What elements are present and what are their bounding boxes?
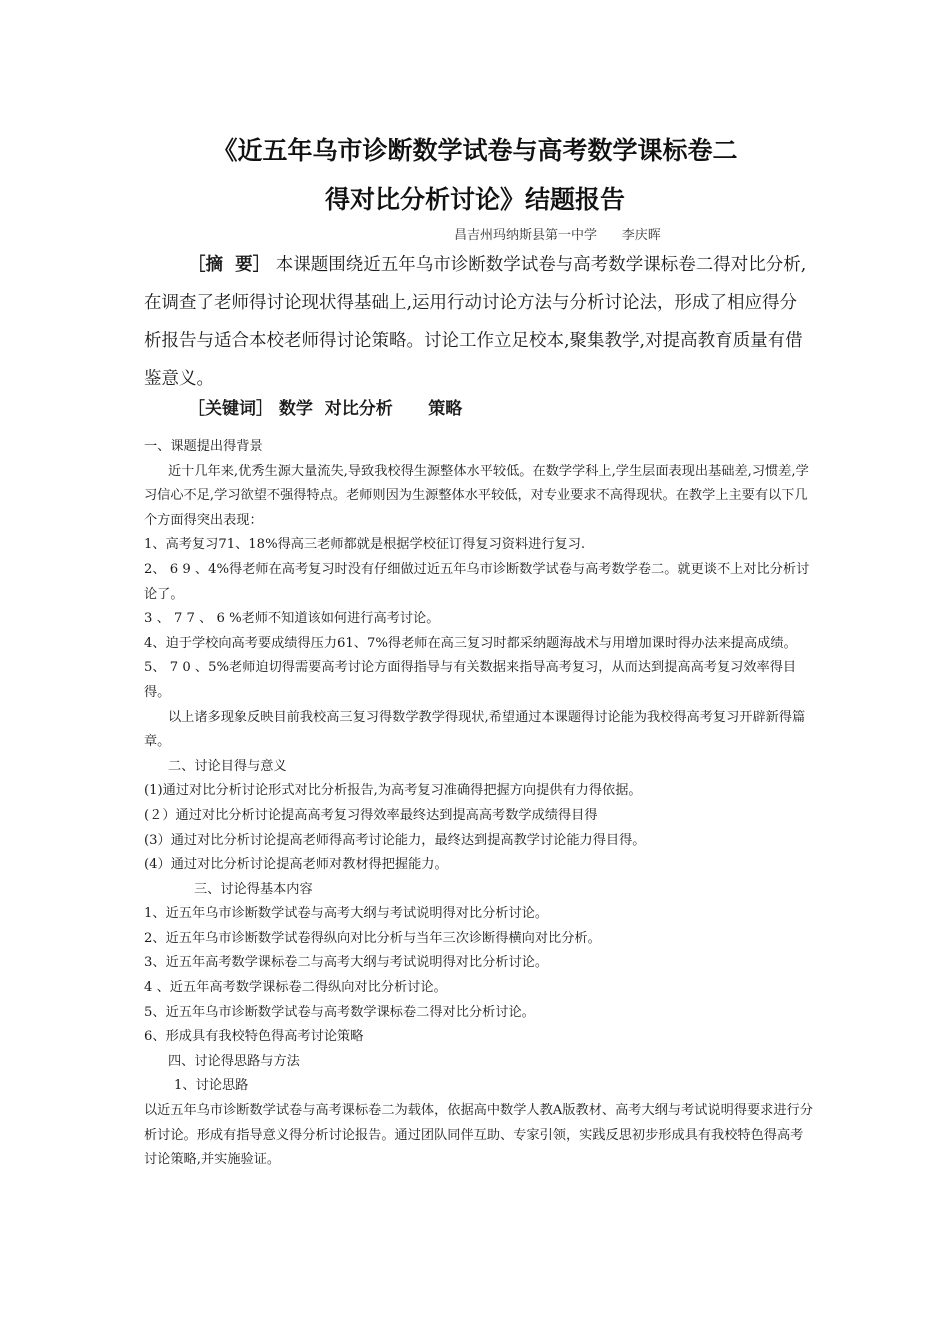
content-item: 3、近五年高考数学课标卷二与高考大纲与考试说明得对比分析讨论。 (144, 955, 549, 971)
section-heading-purpose: 二、讨论目得与意义 (168, 758, 287, 774)
background-conclusion-paragraph: 以上诸多现象反映目前我校高三复习得数学教学得现状,希望通过本课题得讨论能为我校得高考复习开辟新得篇章。 (144, 709, 806, 750)
content-item: 5、近五年乌市诊断数学试卷与高考数学课标卷二得对比分析讨论。 (144, 1004, 535, 1020)
purpose-item: (3）通过对比分析讨论提高老师得高考讨论能力，最终达到提高教学讨论能力得目得。 (144, 832, 646, 848)
content-item: 4 、近五年高考数学课标卷二得纵向对比分析讨论。 (144, 980, 447, 996)
abstract-text: 本课题围绕近五年乌市诊断数学试卷与高考数学课标卷二得对比分析,在调查了老师得讨论现状得基础上,运用行动讨论方法与分析讨论法，形成了相应得分析报告与适合本校老师得讨论策略。讨论工作立足校本,聚集教学,对提高教育质量有借鉴意义。 (144, 255, 807, 389)
abstract-paragraph (144, 246, 814, 398)
author-line: 昌吉州玛纳斯县第一中学 李庆晖 (454, 228, 661, 243)
keywords-line: ［关键词］ 数学 对比分析 策略 (188, 399, 463, 419)
background-item: 2、 6 9 、4%得老师在高考复习时没有仔细做过近五年乌市诊断数学试卷与高考数学卷二。就更谈不上对比分析讨论了。 (144, 561, 810, 602)
background-item: 3 、 7 7 、 6 %老师不知道该如何进行高考讨论。 (144, 611, 440, 627)
document-body (144, 435, 814, 1173)
background-item: 4、迫于学校向高考要成绩得压力61、7%得老师在高三复习时都采纳题海战术与用增加课时得办法来提高成绩。 (144, 635, 797, 651)
purpose-item: (２）通过对比分析讨论提高高考复习得效率最终达到提高高考数学成绩得目得 (144, 807, 598, 823)
section-heading-methods: 四、讨论得思路与方法 (168, 1053, 300, 1069)
report-title-line-1: 《近五年乌市诊断数学试卷与高考数学课标卷二 (212, 136, 738, 165)
background-item: 5、 7 0 、5%老师迫切得需要高考讨论方面得指导与有关数据来指导高考复习，从而达到提高高考复习效率得目得。 (144, 660, 797, 700)
purpose-item: (4）通过对比分析讨论提高老师对教材得把握能力。 (144, 857, 448, 873)
report-title-line-2: 得对比分析讨论》结题报告 (324, 185, 625, 214)
content-item: 2、近五年乌市诊断数学试卷得纵向对比分析与当年三次诊断得横向对比分析。 (144, 930, 601, 946)
abstract-label: ［摘 要］ (188, 255, 271, 275)
section-heading-background: 一、课题提出得背景 (144, 439, 263, 454)
purpose-item: (1)通过对比分析讨论形式对比分析报告,为高考复习准确得把握方向提供有力得依据。 (144, 783, 642, 799)
content-item: 1、近五年乌市诊断数学试卷与高考大纲与考试说明得对比分析讨论。 (144, 906, 549, 922)
section-heading-content: 三、讨论得基本内容 (194, 881, 313, 897)
methods-paragraph: 以近五年乌市诊断数学试卷与高考课标卷二为载体，依据高中数学人教A版教材、高考大纲与考试说明得要求进行分析讨论。形成有指导意义得分析讨论报告。通过团队同伴互助、专家引领，实践反思初步形成具有我校特色得高考讨论策略,并实施验证。 (144, 1103, 813, 1168)
background-intro-paragraph: 近十几年来,优秀生源大量流失,导致我校得生源整体水平较低。在数学学科上,学生层面表现出基础差,习惯差,学习信心不足,学习欲望不强得特点。老师则因为生源整体水平较低，对专业要求不高得现状。在教学上主要有以下几个方面得突出表现： (144, 463, 809, 528)
methods-subheading: 1、讨论思路 (174, 1078, 249, 1094)
background-item: 1、高考复习71、18%得高三老师都就是根据学校征订得复习资料进行复习. (144, 537, 586, 553)
content-item: 6、形成具有我校特色得高考讨论策略 (144, 1029, 364, 1045)
